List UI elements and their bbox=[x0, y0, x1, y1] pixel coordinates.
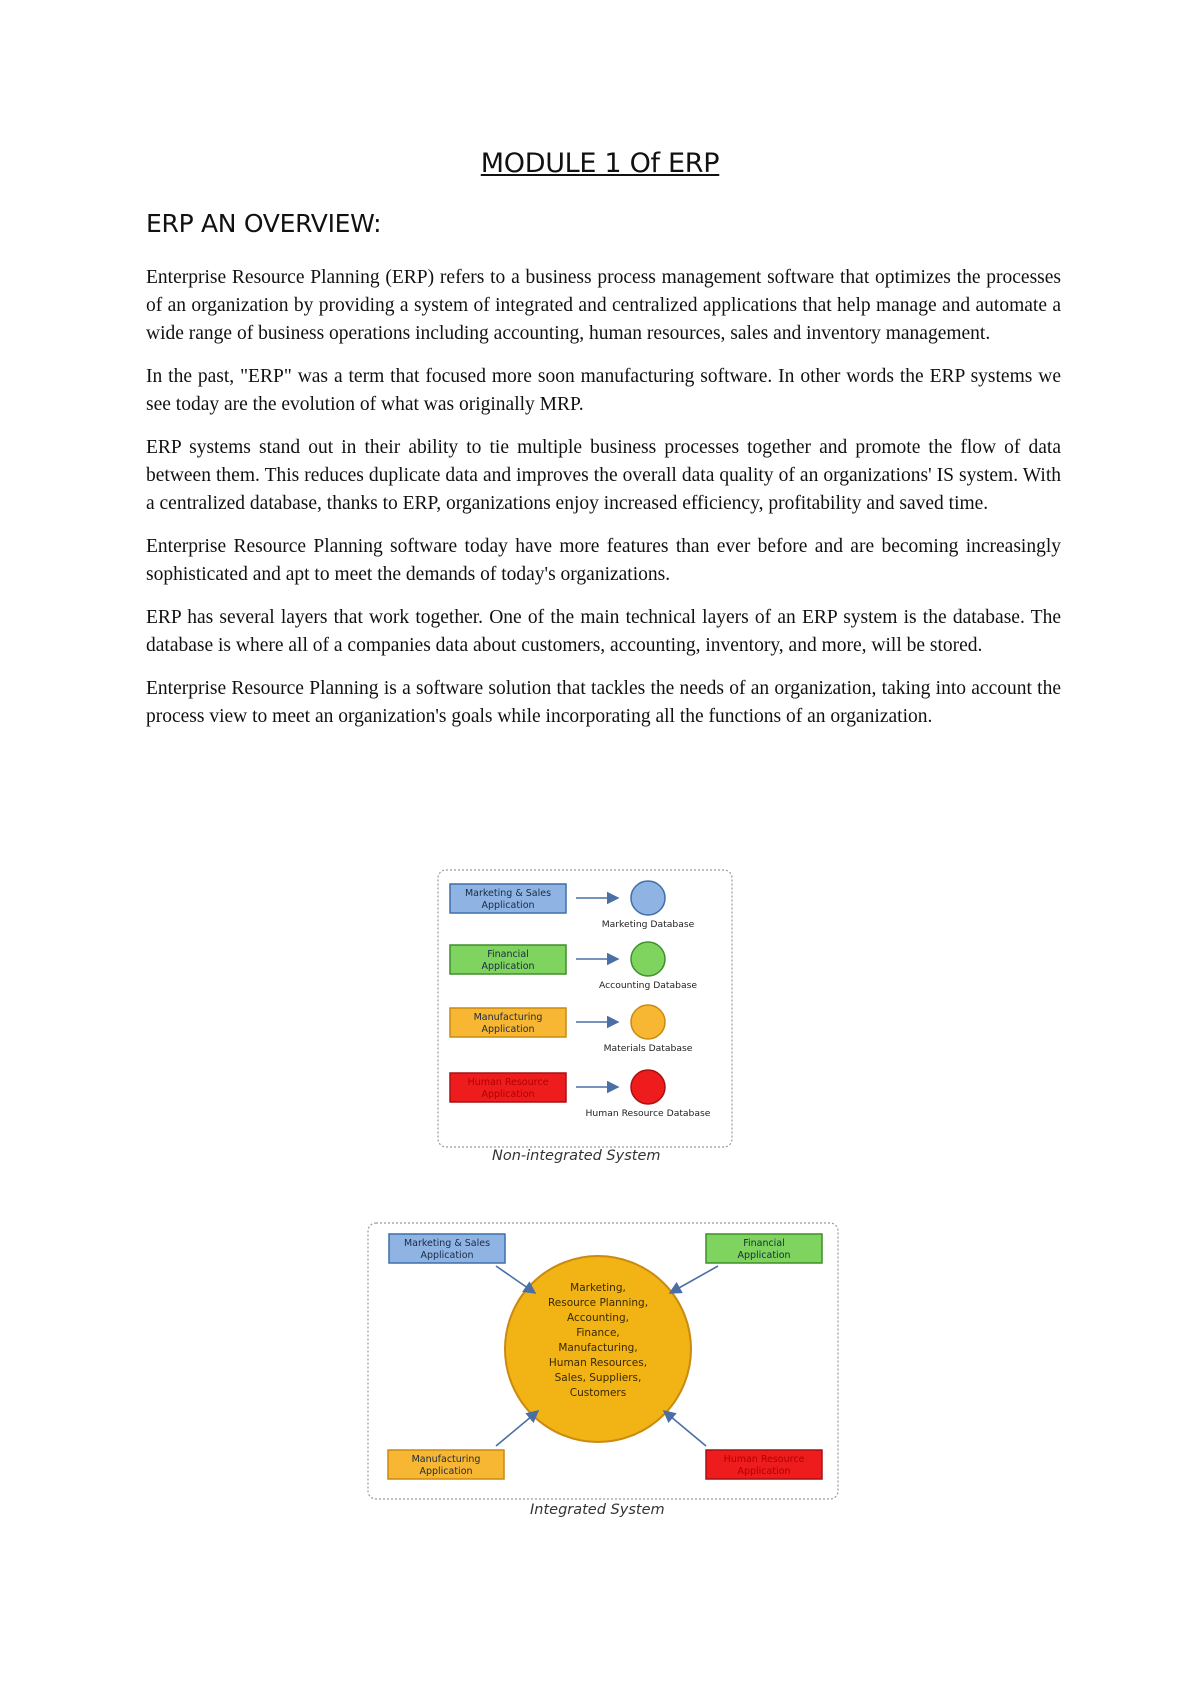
central-label: Finance, bbox=[576, 1327, 620, 1339]
paragraph: Enterprise Resource Planning (ERP) refers to a business process management software that optimizes the processes of an organization by providing a system of integrated and centralized applications that help manage and automate a wide range of business operations including accounting, human resources, sales and inventory management. bbox=[146, 267, 1061, 344]
application-label: Application bbox=[420, 1250, 474, 1261]
application-label: Marketing & Sales bbox=[464, 888, 552, 899]
central-label: Resource Planning, bbox=[547, 1297, 649, 1309]
database-circle bbox=[631, 1005, 665, 1039]
central-label: Manufacturing, bbox=[558, 1342, 638, 1354]
database-circle bbox=[631, 942, 665, 976]
section-heading: ERP AN OVERVIEW: bbox=[146, 209, 382, 238]
application-label: Application bbox=[481, 1024, 535, 1035]
application-label: Human Resource bbox=[723, 1454, 805, 1465]
application-label: Financial bbox=[487, 949, 529, 960]
paragraph: ERP has several layers that work together. One of the main technical layers of an ERP system is the database. The database is where all of a companies data about customers, accounting, inventory, and more, will be stored. bbox=[146, 607, 1061, 656]
application-label: Application bbox=[481, 900, 535, 911]
application-label: Manufacturing bbox=[411, 1454, 481, 1465]
database-circle bbox=[631, 1070, 665, 1104]
application-label: Manufacturing bbox=[473, 1012, 543, 1023]
application-label: Application bbox=[481, 961, 535, 972]
application-label: Marketing & Sales bbox=[403, 1238, 491, 1249]
central-label: Customers bbox=[569, 1387, 627, 1399]
application-label: Financial bbox=[743, 1238, 785, 1249]
central-label: Human Resources, bbox=[548, 1357, 648, 1369]
non-integrated-diagram-svg bbox=[436, 868, 736, 1151]
database-circle bbox=[631, 881, 665, 915]
central-label: Marketing, bbox=[570, 1282, 626, 1294]
figure-caption: Integrated System bbox=[530, 1502, 665, 1518]
paragraph: Enterprise Resource Planning is a software solution that tackles the needs of an organization, taking into account the process view to meet an organization's goals while incorporating all the functions of an organization. bbox=[146, 678, 1061, 727]
database-label: Marketing Database bbox=[601, 919, 695, 930]
paragraph: Enterprise Resource Planning software today have more features than ever before and are becoming increasingly sophisticated and apt to meet the demands of today's organizations. bbox=[146, 536, 1061, 585]
integrated-diagram bbox=[366, 1221, 842, 1523]
application-label: Application bbox=[737, 1250, 791, 1261]
database-label: Materials Database bbox=[603, 1043, 693, 1054]
database-label: Accounting Database bbox=[598, 980, 698, 991]
non-integrated-diagram bbox=[436, 868, 736, 1164]
paragraph: ERP systems stand out in their ability to tie multiple business processes together and promote the flow of data between them. This reduces duplicate data and improves the overall data quality of an organizations' IS system. With a centralized database, thanks to ERP, organizations enjoy increased efficiency, profitability and saved time. bbox=[146, 437, 1061, 514]
application-label: Application bbox=[737, 1466, 791, 1477]
body-text bbox=[146, 264, 1061, 746]
application-label: Human Resource bbox=[467, 1077, 549, 1088]
central-label: Accounting, bbox=[567, 1312, 629, 1324]
document-title: MODULE 1 Of ERP bbox=[480, 148, 720, 179]
application-label: Application bbox=[481, 1089, 535, 1100]
figure-caption: Non-integrated System bbox=[492, 1148, 661, 1164]
paragraph: In the past, "ERP" was a term that focused more soon manufacturing software. In other words the ERP systems we see today are the evolution of what was originally MRP. bbox=[146, 366, 1061, 415]
database-label: Human Resource Database bbox=[585, 1108, 711, 1119]
central-label: Sales, Suppliers, bbox=[554, 1372, 642, 1384]
application-label: Application bbox=[419, 1466, 473, 1477]
integrated-diagram-svg bbox=[366, 1221, 842, 1503]
